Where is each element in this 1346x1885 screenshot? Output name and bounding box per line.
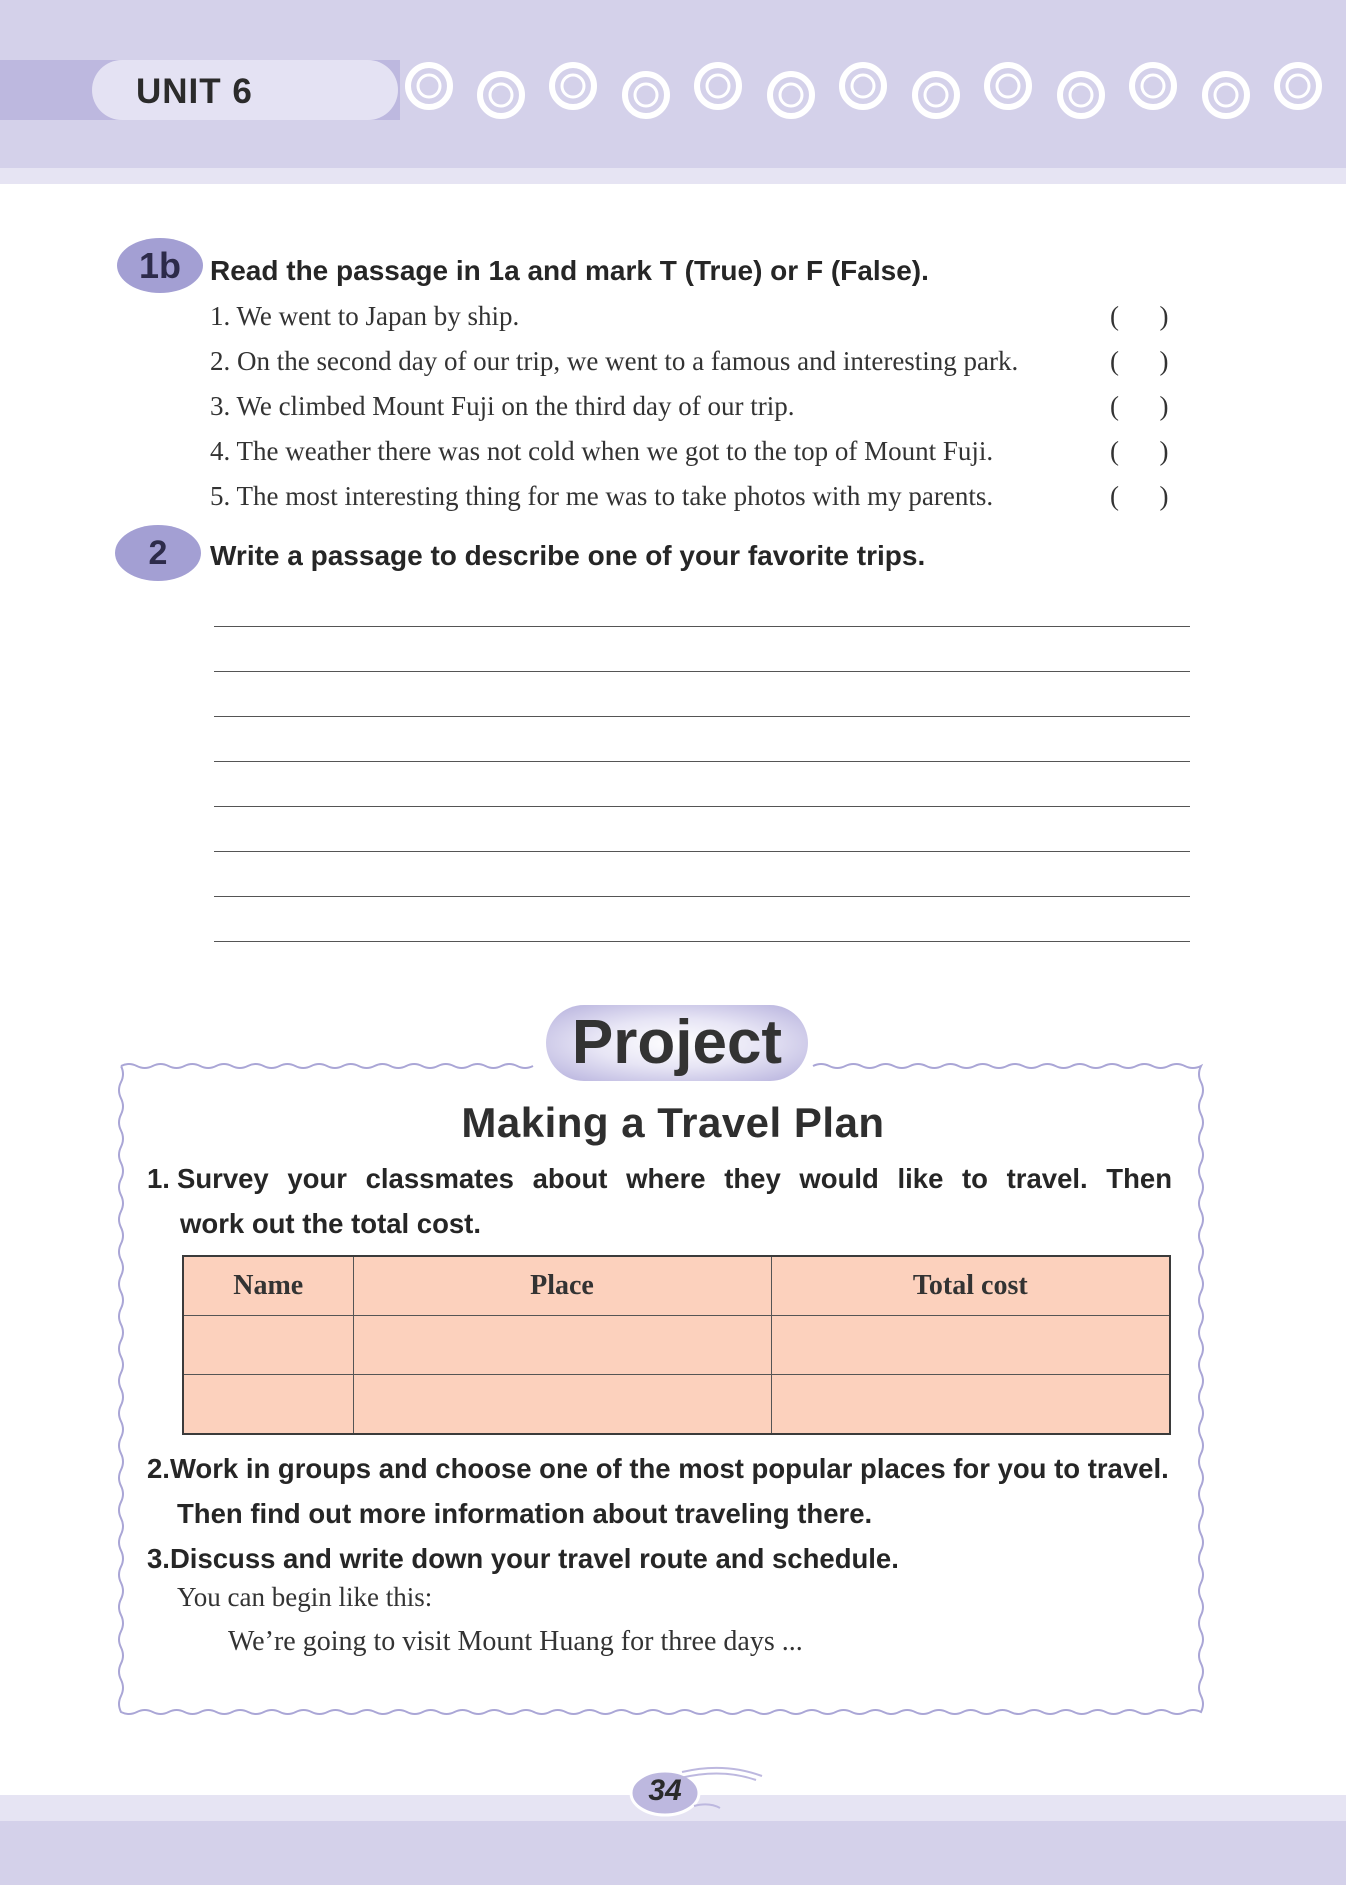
ring-icon: [987, 65, 1029, 107]
column-header-name: Name: [183, 1256, 353, 1316]
statement-text: 5. The most interesting thing for me was to take photos with my parents.: [210, 481, 994, 511]
table-cell[interactable]: [183, 1375, 353, 1435]
ring-icon: [1060, 74, 1102, 116]
writing-line[interactable]: [214, 717, 1190, 762]
answer-blank[interactable]: ( ): [1110, 346, 1169, 376]
statement-text: 4. The weather there was not cold when we got to the top of Mount Fuji.: [210, 436, 994, 466]
survey-table: [182, 1255, 1171, 1435]
table-row: [183, 1316, 1170, 1375]
table-cell[interactable]: [353, 1375, 771, 1435]
begin-prompt: You can begin like this:: [177, 1582, 433, 1612]
writing-line[interactable]: [214, 852, 1190, 897]
ring-icon: [1132, 65, 1174, 107]
instruction-1b: Read the passage in 1a and mark T (True) or F (False).: [210, 255, 929, 286]
answer-blank[interactable]: ( ): [1110, 481, 1169, 511]
table-cell[interactable]: [771, 1316, 1170, 1375]
table-cell[interactable]: [183, 1316, 353, 1375]
ring-icon: [915, 74, 957, 116]
list-item: [210, 298, 1190, 343]
footer-band: [0, 1821, 1346, 1885]
table-cell[interactable]: [771, 1375, 1170, 1435]
statement-text: 1. We went to Japan by ship.: [210, 301, 520, 331]
table-row: [183, 1375, 1170, 1435]
list-item: [210, 388, 1190, 433]
ring-icon: [1277, 65, 1319, 107]
instruction-2: Write a passage to describe one of your favorite trips.: [210, 540, 926, 571]
project-step-2: [147, 1446, 1182, 1536]
ring-icon: [552, 65, 594, 107]
step-text: Work in groups and choose one of the most popular places for you to travel.: [169, 1453, 1169, 1484]
project-step-1: [147, 1156, 1172, 1246]
list-item: [210, 478, 1190, 523]
table-cell[interactable]: [353, 1316, 771, 1375]
writing-line[interactable]: [214, 897, 1190, 942]
statement-text: 3. We climbed Mount Fuji on the third day of our trip.: [210, 391, 795, 421]
step-1-line-2: work out the total cost.: [180, 1208, 481, 1239]
section-badge-1b: 1b: [117, 238, 203, 293]
answer-blank[interactable]: ( ): [1110, 436, 1169, 466]
project-step-3: [147, 1536, 899, 1581]
statement-text: 2. On the second day of our trip, we went to a famous and interesting park.: [210, 346, 1019, 376]
step-2-line-1: [147, 1446, 1182, 1491]
true-false-list: [210, 298, 1190, 523]
example-sentence: We’re going to visit Mount Huang for three days ...: [228, 1626, 803, 1657]
header-stripe: [0, 168, 1346, 184]
unit-title: UNIT 6: [136, 72, 253, 111]
list-item: [210, 433, 1190, 478]
writing-area[interactable]: [214, 582, 1190, 942]
project-title: Project: [571, 1008, 783, 1077]
step-2-line-2: Then find out more information about traveling there.: [177, 1498, 873, 1529]
table-header-row: [183, 1256, 1170, 1316]
step-text: Discuss and write down your travel route and schedule.: [169, 1543, 899, 1574]
column-header-place: Place: [353, 1256, 771, 1316]
project-subtitle: Making a Travel Plan: [461, 1099, 885, 1146]
ring-icon: [408, 65, 450, 107]
step-number: 1.: [147, 1163, 170, 1194]
list-item: [210, 343, 1190, 388]
answer-blank[interactable]: ( ): [1110, 391, 1169, 421]
ring-icon: [625, 74, 667, 116]
decorative-rings: [400, 56, 1346, 126]
step-text: Survey your classmates about where they would like to travel. Then: [177, 1163, 1172, 1194]
step-1-line-1: [147, 1156, 1172, 1201]
ring-icon: [697, 65, 739, 107]
step-number: 3.: [147, 1543, 170, 1574]
section-badge-2: 2: [115, 525, 201, 581]
answer-blank[interactable]: ( ): [1110, 301, 1169, 331]
ring-icon: [770, 74, 812, 116]
writing-line[interactable]: [214, 807, 1190, 852]
ring-icon: [480, 74, 522, 116]
writing-line[interactable]: [214, 762, 1190, 807]
step-number: 2.: [147, 1453, 170, 1484]
writing-line[interactable]: [214, 672, 1190, 717]
writing-line[interactable]: [214, 627, 1190, 672]
ring-icon: [842, 65, 884, 107]
column-header-total-cost: Total cost: [771, 1256, 1170, 1316]
writing-line[interactable]: [214, 582, 1190, 627]
page-number: 34: [648, 1774, 682, 1807]
ring-icon: [1205, 74, 1247, 116]
